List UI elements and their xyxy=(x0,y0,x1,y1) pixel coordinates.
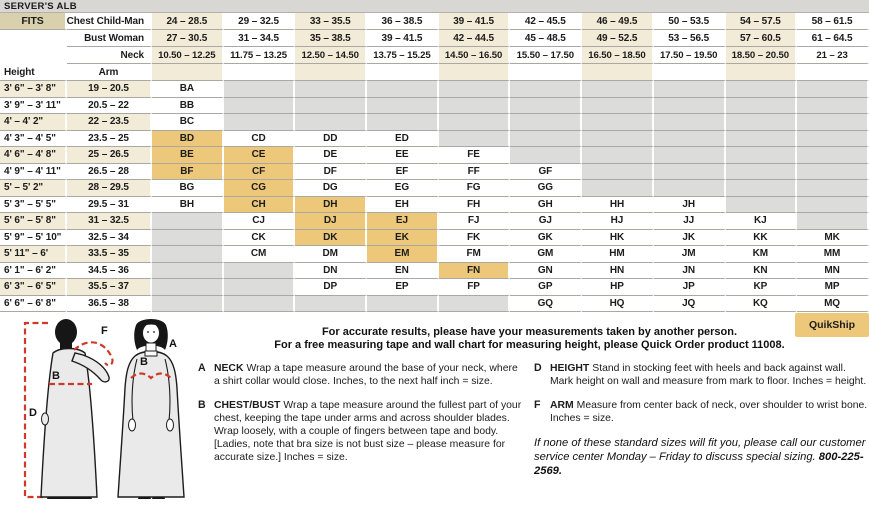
size-cell: FJ xyxy=(439,213,511,230)
size-cell: GF xyxy=(510,164,582,181)
height-cell: 3' 9" – 3' 11" xyxy=(0,98,67,115)
size-cell: DM xyxy=(295,246,367,263)
empty-cell xyxy=(654,164,726,181)
female-eye-left xyxy=(147,331,149,333)
size-cell: CD xyxy=(224,131,296,148)
empty-cell xyxy=(152,246,224,263)
empty-cell xyxy=(152,279,224,296)
empty-cell xyxy=(224,279,296,296)
empty-cell xyxy=(582,98,654,115)
arm-cell: 26.5 – 28 xyxy=(67,164,152,181)
empty-cell xyxy=(295,114,367,131)
empty-cell xyxy=(797,81,869,98)
empty-cell xyxy=(367,98,439,115)
size-cell: MQ xyxy=(797,296,869,313)
range-cell: 54 – 57.5 xyxy=(726,13,798,30)
range-cell: 53 – 56.5 xyxy=(654,30,726,47)
size-cell: FM xyxy=(439,246,511,263)
empty-cell xyxy=(726,147,798,164)
instruction-arm xyxy=(534,399,869,425)
size-cell: MN xyxy=(797,263,869,280)
size-cell: KN xyxy=(726,263,798,280)
height-cell: 3' 6" – 3' 8" xyxy=(0,81,67,98)
arm-cell: 31 – 32.5 xyxy=(67,213,152,230)
height-cell: 4' – 4' 2" xyxy=(0,114,67,131)
special-sizing-text: If none of these standard sizes will fit you, please call our customer service center Monday – Friday to discuss special sizing. xyxy=(534,437,866,463)
empty-cell xyxy=(510,98,582,115)
empty-cell xyxy=(224,296,296,313)
height-cell: 5' 3" – 5' 5" xyxy=(0,197,67,214)
size-cell: KQ xyxy=(726,296,798,313)
range-cell: 42 – 44.5 xyxy=(439,30,511,47)
empty-cell xyxy=(797,98,869,115)
height-cell: 5' 6" – 5' 8" xyxy=(0,213,67,230)
size-cell: FG xyxy=(439,180,511,197)
special-sizing-note xyxy=(534,436,869,478)
empty-cell xyxy=(654,180,726,197)
empty-cell xyxy=(295,296,367,313)
arm-cell: 32.5 – 34 xyxy=(67,230,152,247)
range-cell: 21 – 23 xyxy=(797,47,869,64)
size-cell: EE xyxy=(367,147,439,164)
fit-row-label: Chest Child-Man xyxy=(67,13,152,30)
size-cell: DE xyxy=(295,147,367,164)
female-figure-face xyxy=(143,323,160,343)
size-cell: CE xyxy=(224,147,296,164)
size-cell: HQ xyxy=(582,296,654,313)
empty-cell xyxy=(510,81,582,98)
size-cell: HH xyxy=(582,197,654,214)
size-cell: JJ xyxy=(654,213,726,230)
size-cell: GP xyxy=(510,279,582,296)
instruction-height xyxy=(534,362,869,388)
height-cell: 4' 9" – 4' 11" xyxy=(0,164,67,181)
female-figure-neck xyxy=(146,343,156,351)
height-cell: 5' – 5' 2" xyxy=(0,180,67,197)
diagram-label-f: F xyxy=(101,325,108,337)
empty-cell xyxy=(582,180,654,197)
empty-cell xyxy=(797,180,869,197)
size-cell: GQ xyxy=(510,296,582,313)
instruction-text-neck: Wrap a tape measure around the base of your neck, where a shirt collar would close. Inches, to the next half inch = size. xyxy=(214,363,518,387)
size-cell: BG xyxy=(152,180,224,197)
size-cell: MK xyxy=(797,230,869,247)
accuracy-notes xyxy=(190,326,869,352)
range-cell: 61 – 64.5 xyxy=(797,30,869,47)
quikship-button[interactable]: QuikShip xyxy=(795,313,869,337)
height-cell: 6' 1" – 6' 2" xyxy=(0,263,67,280)
size-cell: DN xyxy=(295,263,367,280)
empty-cell xyxy=(510,114,582,131)
empty-cell xyxy=(439,98,511,115)
size-cell: KP xyxy=(726,279,798,296)
empty-header-cell xyxy=(582,64,654,81)
size-cell: GJ xyxy=(510,213,582,230)
empty-cell xyxy=(295,81,367,98)
empty-cell xyxy=(152,296,224,313)
range-cell: 14.50 – 16.50 xyxy=(439,47,511,64)
empty-cell xyxy=(654,98,726,115)
empty-cell xyxy=(224,98,296,115)
size-cell: FP xyxy=(439,279,511,296)
empty-cell xyxy=(367,296,439,313)
range-cell: 57 – 60.5 xyxy=(726,30,798,47)
page-title: SERVER'S ALB xyxy=(0,0,869,13)
empty-cell xyxy=(224,81,296,98)
range-cell: 12.50 – 14.50 xyxy=(295,47,367,64)
size-cell: EJ xyxy=(367,213,439,230)
empty-cell xyxy=(726,98,798,115)
size-cell: DG xyxy=(295,180,367,197)
empty-cell xyxy=(726,131,798,148)
size-cell: GH xyxy=(510,197,582,214)
instruction-letter-b: B xyxy=(198,399,206,411)
accuracy-note-line1: For accurate results, please have your measurements taken by another person. xyxy=(321,326,738,338)
size-cell: HP xyxy=(582,279,654,296)
arm-cell: 29.5 – 31 xyxy=(67,197,152,214)
diagram-label-b-front: B xyxy=(140,356,148,368)
height-cell: 6' 3" – 6' 5" xyxy=(0,279,67,296)
size-cell: BB xyxy=(152,98,224,115)
size-cell: DJ xyxy=(295,213,367,230)
range-cell: 29 – 32.5 xyxy=(224,13,296,30)
empty-cell xyxy=(152,213,224,230)
range-cell: 15.50 – 17.50 xyxy=(510,47,582,64)
size-cell: GK xyxy=(510,230,582,247)
size-cell: EP xyxy=(367,279,439,296)
size-cell: JP xyxy=(654,279,726,296)
customer-service-phone: 800-225-2569. xyxy=(534,451,864,477)
arm-cell: 20.5 – 22 xyxy=(67,98,152,115)
empty-cell xyxy=(654,81,726,98)
size-cell: GM xyxy=(510,246,582,263)
measuring-instructions xyxy=(198,362,869,478)
size-cell: DF xyxy=(295,164,367,181)
size-cell: CM xyxy=(224,246,296,263)
range-cell: 17.50 – 19.50 xyxy=(654,47,726,64)
range-cell: 36 – 38.5 xyxy=(367,13,439,30)
range-cell: 10.50 – 12.25 xyxy=(152,47,224,64)
size-cell: HM xyxy=(582,246,654,263)
empty-cell xyxy=(510,131,582,148)
fit-row-label: Neck xyxy=(67,47,152,64)
size-cell: KM xyxy=(726,246,798,263)
size-cell: DK xyxy=(295,230,367,247)
empty-header-cell xyxy=(367,64,439,81)
female-hand-right xyxy=(167,419,174,431)
size-cell: KK xyxy=(726,230,798,247)
empty-cell xyxy=(726,180,798,197)
empty-cell xyxy=(797,213,869,230)
empty-cell xyxy=(367,114,439,131)
range-cell: 27 – 30.5 xyxy=(152,30,224,47)
range-cell: 42 – 45.5 xyxy=(510,13,582,30)
size-cell: CJ xyxy=(224,213,296,230)
range-cell: 31 – 34.5 xyxy=(224,30,296,47)
size-cell: MP xyxy=(797,279,869,296)
female-hand-left xyxy=(129,419,136,431)
diagram-label-a: A xyxy=(169,338,177,350)
size-cell: CK xyxy=(224,230,296,247)
range-cell: 50 – 53.5 xyxy=(654,13,726,30)
arm-header: Arm xyxy=(67,64,152,81)
size-cell: FK xyxy=(439,230,511,247)
size-cell: DP xyxy=(295,279,367,296)
instructions-right-column xyxy=(534,362,869,478)
range-cell: 49 – 52.5 xyxy=(582,30,654,47)
empty-cell xyxy=(439,114,511,131)
accuracy-note-line2: For a free measuring tape and wall chart for measuring height, please Quick Order product 11008. xyxy=(274,339,785,351)
size-cell: EF xyxy=(367,164,439,181)
size-cell: DD xyxy=(295,131,367,148)
range-cell: 11.75 – 13.25 xyxy=(224,47,296,64)
arm-cell: 22 – 23.5 xyxy=(67,114,152,131)
measurement-diagram xyxy=(4,316,196,506)
empty-cell xyxy=(582,164,654,181)
empty-cell xyxy=(726,197,798,214)
empty-header-cell xyxy=(152,64,224,81)
instruction-text-arm: Measure from center back of neck, over shoulder to wrist bone. Inches = size. xyxy=(550,400,868,424)
size-cell: BC xyxy=(152,114,224,131)
size-cell: JK xyxy=(654,230,726,247)
male-figure-robe xyxy=(41,349,97,498)
size-cell: GG xyxy=(510,180,582,197)
instructions-left-column xyxy=(198,362,524,478)
instruction-letter-d: D xyxy=(534,362,542,374)
arm-cell: 25 – 26.5 xyxy=(67,147,152,164)
range-cell: 18.50 – 20.50 xyxy=(726,47,798,64)
size-cell: JM xyxy=(654,246,726,263)
empty-header-cell xyxy=(224,64,296,81)
empty-cell xyxy=(582,147,654,164)
instruction-term-neck: NECK xyxy=(214,363,244,374)
size-cell: EK xyxy=(367,230,439,247)
range-cell: 35 – 38.5 xyxy=(295,30,367,47)
size-cell: CH xyxy=(224,197,296,214)
empty-cell xyxy=(797,197,869,214)
empty-cell xyxy=(797,114,869,131)
arm-cell: 33.5 – 35 xyxy=(67,246,152,263)
size-cell: BF xyxy=(152,164,224,181)
size-cell: BA xyxy=(152,81,224,98)
range-cell: 16.50 – 18.50 xyxy=(582,47,654,64)
instruction-term-arm: ARM xyxy=(550,400,574,411)
bottom-section xyxy=(0,312,869,509)
instruction-term-height: HEIGHT xyxy=(550,363,590,374)
empty-cell xyxy=(439,296,511,313)
height-cell: 4' 6" – 4' 8" xyxy=(0,147,67,164)
range-cell: 24 – 28.5 xyxy=(152,13,224,30)
size-cell: CF xyxy=(224,164,296,181)
empty-header-cell xyxy=(654,64,726,81)
size-cell: JN xyxy=(654,263,726,280)
empty-cell xyxy=(439,131,511,148)
empty-cell xyxy=(654,114,726,131)
empty-cell xyxy=(797,147,869,164)
size-cell: FH xyxy=(439,197,511,214)
empty-cell xyxy=(654,147,726,164)
empty-cell xyxy=(582,131,654,148)
size-cell: BH xyxy=(152,197,224,214)
instruction-letter-a: A xyxy=(198,362,206,374)
size-cell: EH xyxy=(367,197,439,214)
empty-cell xyxy=(224,114,296,131)
empty-cell xyxy=(367,81,439,98)
diagram-label-d: D xyxy=(29,407,37,419)
size-cell: EN xyxy=(367,263,439,280)
fit-row-label: Bust Woman xyxy=(67,30,152,47)
fits-cell: FITS xyxy=(0,13,67,30)
empty-cell xyxy=(726,81,798,98)
empty-cell xyxy=(654,131,726,148)
empty-cell xyxy=(582,114,654,131)
height-cell: 5' 9" – 5' 10" xyxy=(0,230,67,247)
empty-header-cell xyxy=(510,64,582,81)
size-cell: BE xyxy=(152,147,224,164)
arm-cell: 28 – 29.5 xyxy=(67,180,152,197)
female-eye-right xyxy=(153,331,155,333)
instruction-neck xyxy=(198,362,524,388)
instruction-term-chest-bust: CHEST/BUST xyxy=(214,400,281,411)
arm-cell: 35.5 – 37 xyxy=(67,279,152,296)
empty-cell xyxy=(726,114,798,131)
range-cell: 46 – 49.5 xyxy=(582,13,654,30)
range-cell: 39 – 41.5 xyxy=(439,13,511,30)
male-figure-hand xyxy=(42,413,49,425)
size-cell: BD xyxy=(152,131,224,148)
size-cell: DH xyxy=(295,197,367,214)
height-cell: 4' 3" – 4' 5" xyxy=(0,131,67,148)
range-cell: 13.75 – 15.25 xyxy=(367,47,439,64)
instruction-text-chest-bust: Wrap a tape measure around the fullest part of your chest, keeping the tape under arms and across shoulder blades. Wrap loosely, with a couple of fingers between tape and body. [Ladies, note that bra size is not bust size – please measure for accurate size.] Inches = size. xyxy=(214,400,522,463)
height-cell: 5' 11" – 6' xyxy=(0,246,67,263)
size-cell: KJ xyxy=(726,213,798,230)
empty-header-cell xyxy=(439,64,511,81)
arm-cell: 23.5 – 25 xyxy=(67,131,152,148)
height-cell: 6' 6" – 6' 8" xyxy=(0,296,67,313)
empty-cell xyxy=(510,147,582,164)
instruction-letter-f: F xyxy=(534,399,541,411)
size-cell: EM xyxy=(367,246,439,263)
size-cell: FE xyxy=(439,147,511,164)
size-cell: JQ xyxy=(654,296,726,313)
size-cell: GN xyxy=(510,263,582,280)
empty-cell xyxy=(797,131,869,148)
size-cell: CG xyxy=(224,180,296,197)
size-cell: ED xyxy=(367,131,439,148)
empty-header-cell xyxy=(797,64,869,81)
size-cell: FF xyxy=(439,164,511,181)
arm-cell: 34.5 – 36 xyxy=(67,263,152,280)
size-cell: HJ xyxy=(582,213,654,230)
size-chart-table xyxy=(0,13,869,312)
empty-cell xyxy=(797,164,869,181)
empty-cell xyxy=(295,98,367,115)
range-cell: 33 – 35.5 xyxy=(295,13,367,30)
empty-cell xyxy=(439,81,511,98)
arm-cell: 19 – 20.5 xyxy=(67,81,152,98)
size-cell: HN xyxy=(582,263,654,280)
instruction-text-height: Stand in stocking feet with heels and back against wall. Mark height on wall and measure from mark to floor. Inches = height. xyxy=(550,363,867,387)
empty-cell xyxy=(152,230,224,247)
size-cell: FN xyxy=(439,263,511,280)
size-cell: JH xyxy=(654,197,726,214)
empty-header-cell xyxy=(295,64,367,81)
range-cell: 45 – 48.5 xyxy=(510,30,582,47)
height-header: Height xyxy=(0,64,67,81)
female-figure-robe xyxy=(118,352,184,498)
empty-cell xyxy=(152,263,224,280)
instruction-chest-bust xyxy=(198,399,524,464)
empty-cell xyxy=(582,81,654,98)
size-cell: MM xyxy=(797,246,869,263)
empty-cell xyxy=(726,164,798,181)
size-cell: EG xyxy=(367,180,439,197)
size-cell: HK xyxy=(582,230,654,247)
empty-cell xyxy=(224,263,296,280)
range-cell: 39 – 41.5 xyxy=(367,30,439,47)
empty-header-cell xyxy=(726,64,798,81)
diagram-label-b-back: B xyxy=(52,370,60,382)
arm-cell: 36.5 – 38 xyxy=(67,296,152,313)
range-cell: 58 – 61.5 xyxy=(797,13,869,30)
